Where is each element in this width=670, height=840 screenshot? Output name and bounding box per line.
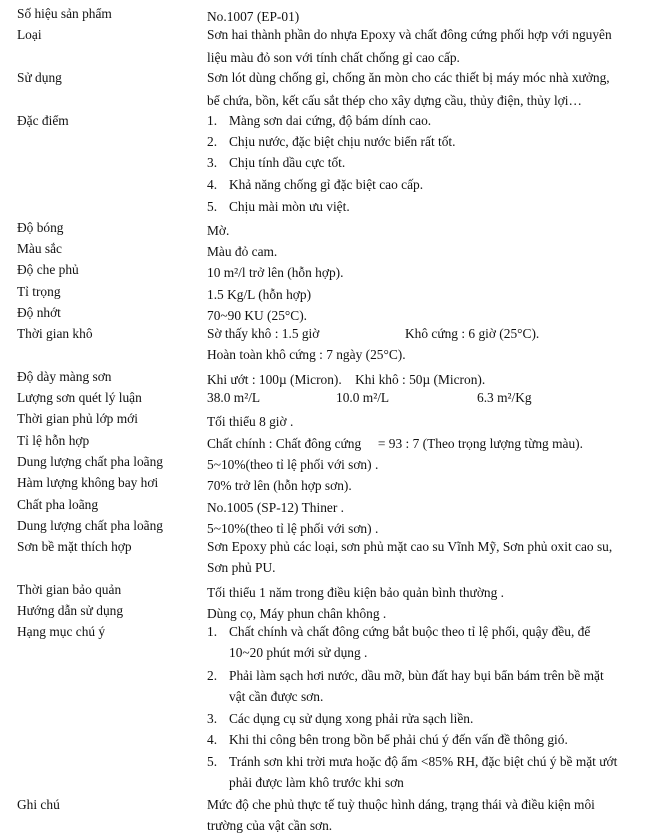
spec-value: Tối thiểu 1 năm trong điều kiện bảo quản bình thường .	[207, 585, 504, 600]
spec-label: Màu sắc	[17, 241, 62, 256]
spec-label: Thời gian phủ lớp mới	[17, 411, 138, 426]
spec-label: Sử dụng	[17, 70, 62, 85]
spec-value: 1.5 Kg/L (hỗn hợp)	[207, 287, 312, 302]
spec-label: Dung lượng chất pha loãng	[17, 518, 163, 533]
spec-value: Dùng cọ, Máy phun chân không .	[207, 606, 387, 621]
spec-label: Tỉ trọng	[17, 284, 61, 299]
spec-label: Chất pha loãng	[17, 497, 99, 512]
spec-value: Khi ướt : 100µ (Micron). Khi khô : 50µ (Micron).	[207, 372, 486, 387]
spec-label: Thời gian khô	[17, 326, 93, 341]
value-line: Sơn hai thành phần do nhựa Epoxy và chất đông cứng phối hợp với nguyên	[207, 27, 612, 42]
value-line: Mức độ che phủ thực tế tuỳ thuộc hình dáng, trạng thái và điều kiện môi	[207, 797, 595, 812]
value-line: Sơn lót dùng chống gỉ, chống ăn mòn cho các thiết bị máy móc nhà xưởng,	[207, 70, 610, 85]
spec-label: Dung lượng chất pha loãng	[17, 454, 163, 469]
spec-value: 5~10%(theo tỉ lệ phối với sơn) .	[207, 457, 379, 472]
spec-label: Hạng mục chú ý	[17, 624, 106, 639]
spec-value: No.1005 (SP-12) Thiner .	[207, 500, 344, 515]
spec-label: Hướng dẫn sử dụng	[17, 603, 124, 618]
spec-value: No.1007 (EP-01)	[207, 9, 300, 24]
spec-value: Mờ.	[207, 223, 230, 238]
product-spec-sheet: Số hiệu sản phẩm No.1007 (EP-01) Loại Sơn hai thành phần do nhựa Epoxy và chất đông cứng phối hợp với nguyên liệu màu đỏ son với tính chất chống gỉ cao cấp. Sử dụng Sơn lót dùng chống gỉ, chống ăn mòn cho các thiết bị máy móc nhà xưởng, bể chứa, bồn, kết cấu sắt thép cho xây dựng cầu, thủy điện, thủy lợi… Đặc điểm 1. Màng sơn dai cứng, độ bám dính cao. 2. Chịu nước, đặc biệt chịu nước biển rất tốt. 3. Chịu tính dầu cực tốt. 4. Khả năng chống gỉ đặc biệt cao cấp. 5. Chịu mài mòn ưu việt. Độ bóng Mờ. Màu sắc Màu đỏ cam. Độ che phủ 10 m²/l trở lên (hỗn hợp). Tỉ trọng 1.5 Kg/L (hỗn hợp) Độ nhớt 70~90 KU (25°C). Thời gian khô Sờ thấy khô : 1.5 giờ Khô cứng : 6 giờ (25°C). Hoàn toàn khô cứng : 7 ngày (25°C). Độ dày màng sơn Khi ướt : 100µ (Micron). Khi khô : 50µ (Micron). Lượng sơn quét lý luận 38.0 m²/L 10.0 m²/L 6.3 m²/Kg Thời gian phủ lớp mới Tối thiểu 8 giờ . Tỉ lệ hỗn hợp Chất chính : Chất đông cứng = 93 : 7 (Theo trọng lượng từng màu). Dung lượng chất pha loãng 5~10%(theo tỉ lệ phối với sơn) . Hàm lượng không bay hơi 70% trở lên (hỗn hợp sơn). Chất pha loãng No.1005 (SP-12) Thiner . Dung lượng chất pha loãng 5~10%(theo tỉ lệ phối với sơn) . Sơn bề mặt thích hợp Sơn Epoxy phủ các loại, sơn phủ mặt cao su Vĩnh Mỹ, Sơn phủ oxit cao su, Sơn phủ PU. Thời gian bảo quản Tối thiểu 1 năm trong điều kiện bảo quản bình thường . Hướng dẫn sử dụng Dùng cọ, Máy phun chân không . Hạng mục chú ý 1. Chất chính và chất đông cứng bắt buộc theo tỉ lệ phối, quậy đều, để 10~20 phút mới sử dụng . 2. Phải làm sạch hơi nước, dầu mỡ, bùn đất hay bụi bẩn bám trên bề mặt vật cần được sơn. 3. Các dụng cụ sử dụng xong phải rửa sạch liền. 4. Khi thi công bên trong bồn bể phải chú ý đến vấn đề thông gió. 5. Tránh sơn khi trời mưa hoặc độ ẩm <85% RH, đặc biệt chú ý bề mặt ướt phải được làm khô trước khi sơn Ghi chú Mức độ che phủ thực tế tuỳ thuộc hình dáng, trạng thái và điều kiện môi trường của vật cần sơn.	[0, 0, 670, 840]
spread-value: 38.0 m²/L	[207, 390, 261, 405]
touch-dry: Sờ thấy khô : 1.5 giờ	[207, 326, 320, 341]
value-line: liệu màu đỏ son với tính chất chống gỉ cao cấp.	[207, 50, 460, 65]
spec-label: Lượng sơn quét lý luận	[17, 390, 142, 405]
spec-value: Tối thiểu 8 giờ .	[207, 414, 294, 429]
spread-value: 10.0 m²/L	[336, 390, 390, 405]
spec-label: Độ dày màng sơn	[17, 369, 112, 384]
spec-label: Loại	[17, 27, 42, 42]
value-line: trường của vật cần sơn.	[207, 818, 333, 833]
value-line: Sơn Epoxy phủ các loại, sơn phủ mặt cao su Vĩnh Mỹ, Sơn phủ oxit cao su,	[207, 539, 613, 554]
spec-label: Số hiệu sản phẩm	[17, 6, 112, 21]
full-cure: Hoàn toàn khô cứng : 7 ngày (25°C).	[207, 347, 406, 362]
spec-label: Đặc điểm	[17, 113, 69, 128]
spec-label: Hàm lượng không bay hơi	[17, 475, 159, 490]
spec-label: Tỉ lệ hỗn hợp	[17, 433, 90, 448]
spec-label: Thời gian bảo quản	[17, 582, 122, 597]
spec-value: 5~10%(theo tỉ lệ phối với sơn) .	[207, 521, 379, 536]
spec-value: 70% trở lên (hỗn hợp sơn).	[207, 478, 352, 493]
spec-value: Màu đỏ cam.	[207, 244, 278, 259]
spec-value: Chất chính : Chất đông cứng = 93 : 7 (Theo trọng lượng từng màu).	[207, 436, 583, 451]
hard-dry: Khô cứng : 6 giờ (25°C).	[405, 326, 540, 341]
spec-label: Độ nhớt	[17, 305, 61, 320]
spec-label: Độ bóng	[17, 220, 64, 235]
value-line: Sơn phủ PU.	[207, 560, 276, 575]
spec-value: 70~90 KU (25°C).	[207, 308, 308, 323]
spec-label: Ghi chú	[17, 797, 60, 812]
spec-label: Sơn bề mặt thích hợp	[17, 539, 132, 554]
spread-value: 6.3 m²/Kg	[477, 390, 532, 405]
spec-label: Độ che phủ	[17, 262, 79, 277]
spec-value: 10 m²/l trở lên (hỗn hợp).	[207, 265, 344, 280]
value-line: bể chứa, bồn, kết cấu sắt thép cho xây dựng cầu, thủy điện, thủy lợi…	[207, 93, 582, 108]
